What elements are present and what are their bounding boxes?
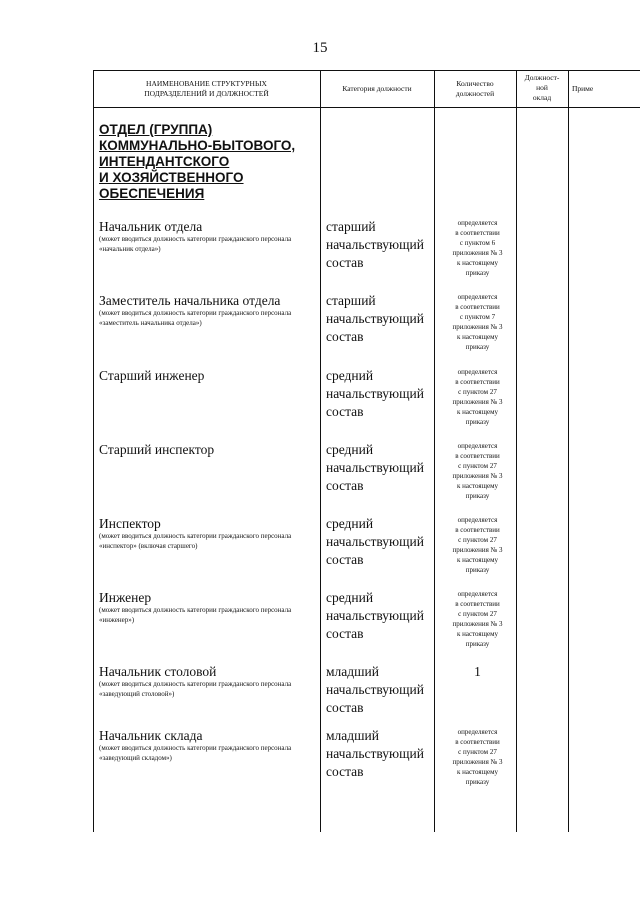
header-count: Количество должностей — [455, 79, 495, 98]
column-divider — [568, 70, 569, 832]
position-name: Начальник отдела — [99, 219, 203, 234]
header-bottom-border — [93, 107, 640, 108]
position-name: Начальник склада — [99, 728, 203, 743]
position-category: средний начальствующий состав — [326, 368, 424, 419]
position-note: (может вводиться должность категории гражданского персонала «заместитель начальника отдела») — [99, 309, 292, 327]
position-count: определяется в соответствии с пунктом 27 приложения № 3 к настоящему приказу — [452, 590, 503, 648]
position-name: Старший инженер — [99, 368, 205, 383]
header-name: НАИМЕНОВАНИЕ СТРУКТУРНЫХ ПОДРАЗДЕЛЕНИЙ И ДОЛЖНОСТЕЙ — [144, 79, 269, 98]
position-count: 1 — [474, 664, 481, 679]
position-name: Инженер — [99, 590, 152, 605]
position-count: определяется в соответствии с пунктом 6 приложения № 3 к настоящему приказу — [452, 219, 503, 277]
section-title: ОТДЕЛ (ГРУППА) КОММУНАЛЬНО-БЫТОВОГО, ИНТЕНДАНТСКОГО И ХОЗЯЙСТВЕННОГО ОБЕСПЕЧЕНИЯ — [99, 122, 296, 201]
position-count: определяется в соответствии с пунктом 27 приложения № 3 к настоящему приказу — [452, 728, 503, 786]
position-name: Заместитель начальника отдела — [99, 293, 281, 308]
position-category: средний начальствующий состав — [326, 590, 424, 641]
position-count: определяется в соответствии с пунктом 7 приложения № 3 к настоящему приказу — [452, 293, 503, 351]
header-salary: Должност- ной оклад — [524, 73, 560, 102]
position-category: младший начальствующий состав — [326, 664, 424, 715]
position-name: Начальник столовой — [99, 664, 217, 679]
position-note: (может вводиться должность категории гражданского персонала «начальник отдела») — [99, 235, 292, 253]
position-note: (может вводиться должность категории гражданского персонала «инспектор» (включая старшего) — [99, 532, 292, 550]
position-category: младший начальствующий состав — [326, 728, 424, 779]
position-note: (может вводиться должность категории гражданского персонала «заведующий складом») — [99, 744, 292, 762]
position-count: определяется в соответствии с пунктом 27 приложения № 3 к настоящему приказу — [452, 368, 503, 426]
position-category: старший начальствующий состав — [326, 219, 424, 270]
position-note: (может вводиться должность категории гражданского персонала «инженер») — [99, 606, 292, 624]
staff-table — [93, 70, 640, 832]
position-note: (может вводиться должность категории гражданского персонала «заведующий столовой») — [99, 680, 292, 698]
position-count: определяется в соответствии с пунктом 27 приложения № 3 к настоящему приказу — [452, 516, 503, 574]
position-category: средний начальствующий состав — [326, 516, 424, 567]
position-category: средний начальствующий состав — [326, 442, 424, 493]
column-divider — [93, 70, 94, 832]
page-number: 15 — [312, 40, 328, 56]
position-category: старший начальствующий состав — [326, 293, 424, 344]
position-name: Старший инспектор — [99, 442, 215, 457]
position-name: Инспектор — [99, 516, 161, 531]
header-notes: Приме — [572, 84, 594, 93]
table-top-border — [93, 70, 640, 71]
header-category: Категория должности — [342, 84, 412, 93]
position-count: определяется в соответствии с пунктом 27 приложения № 3 к настоящему приказу — [452, 442, 503, 500]
